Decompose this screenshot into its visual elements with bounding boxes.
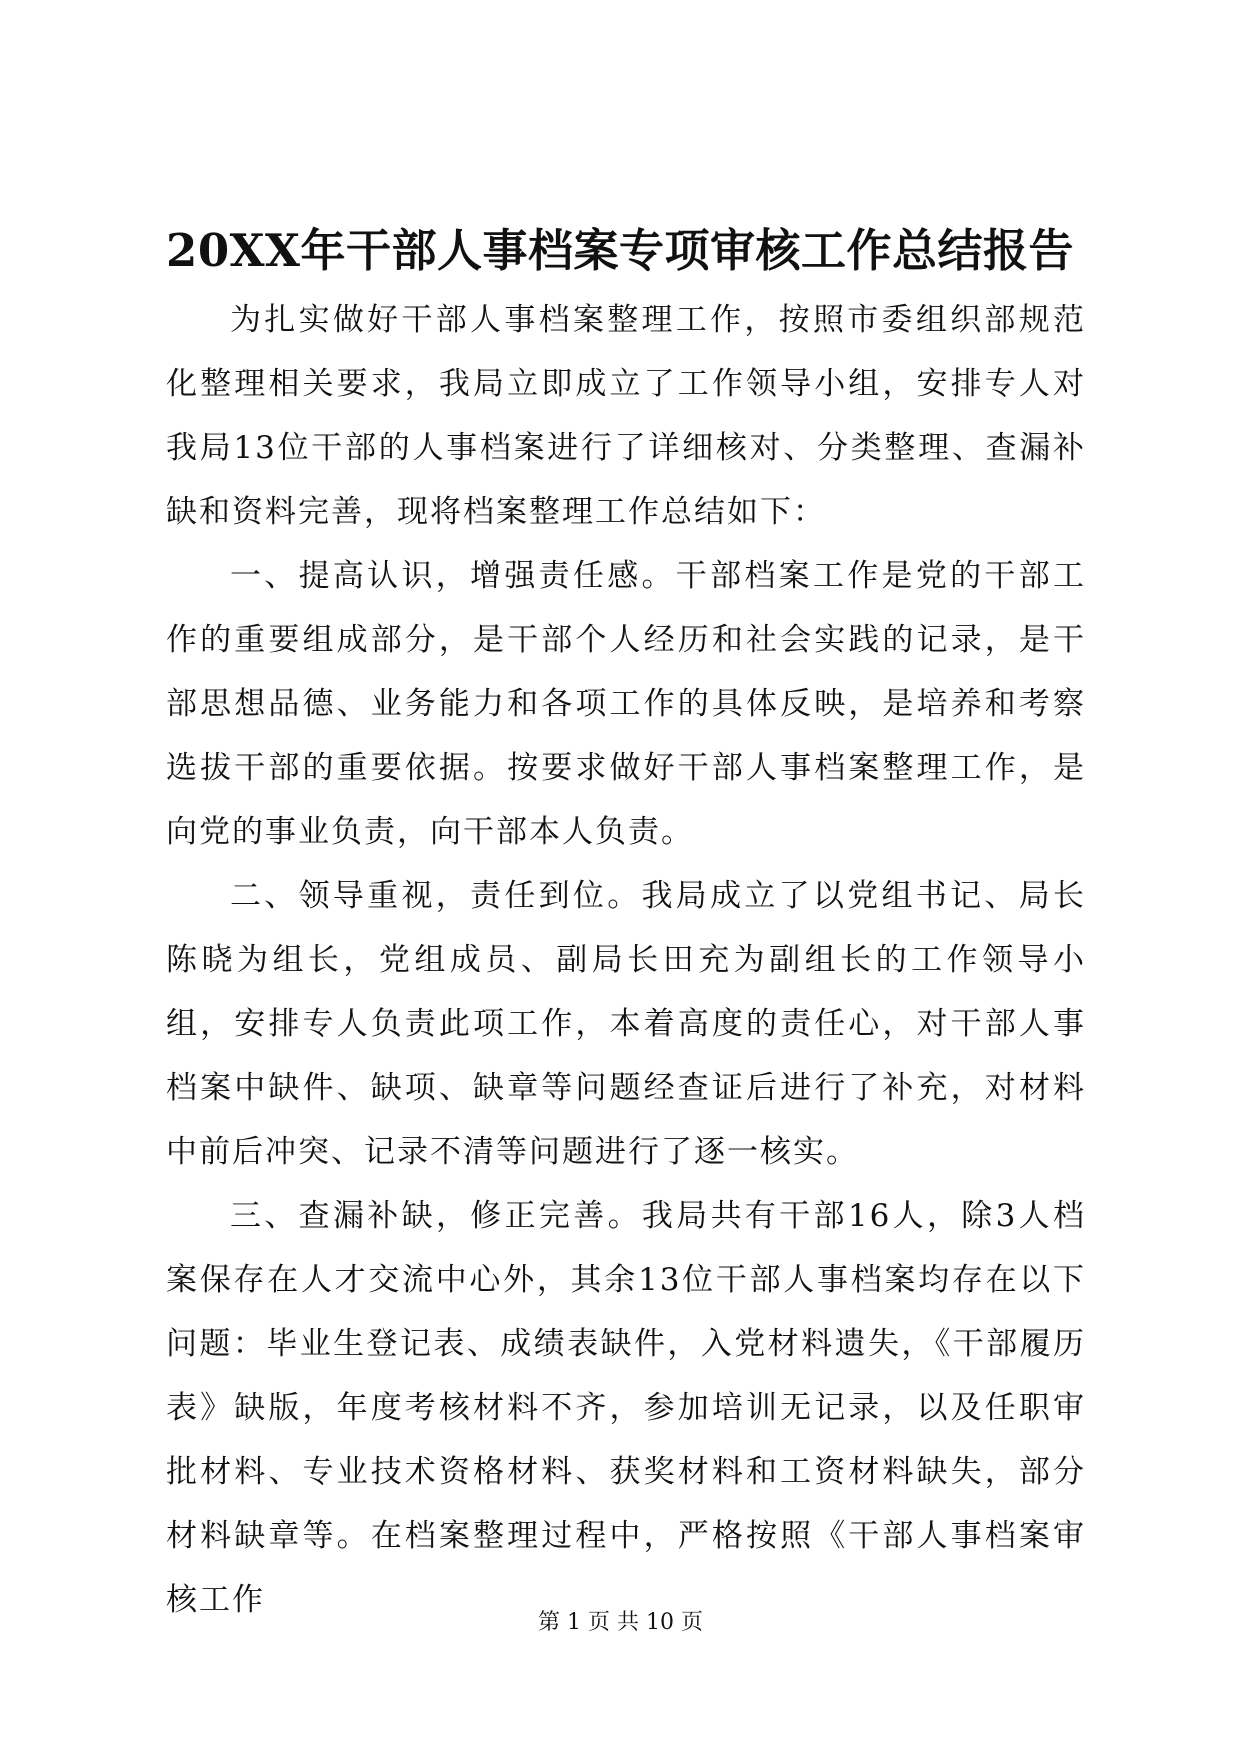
paragraph-section-1: 一、提高认识，增强责任感。干部档案工作是党的干部工作的重要组成部分，是干部个人经历和社会实践的记录，是干部思想品德、业务能力和各项工作的具体反映，是培养和考察选拔干部的重要依据。按要求做好干部人事档案整理工作，是向党的事业负责，向干部本人负责。 xyxy=(166,558,1086,850)
paragraph-section-2: 二、领导重视，责任到位。我局成立了以党组书记、局长陈晓为组长，党组成员、副局长田充为副组长的工作领导小组，安排专人负责此项工作，本着高度的责任心，对干部人事档案中缺件、缺项、缺章等问题经查证后进行了补充，对材料中前后冲突、记录不清等问题进行了逐一核实。 xyxy=(166,878,1086,1170)
paragraph-intro: 为扎实做好干部人事档案整理工作，按照市委组织部规范化整理相关要求，我局立即成立了工作领导小组，安排专人对我局13位干部的人事档案进行了详细核对、分类整理、查漏补缺和资料完善，现将档案整理工作总结如下： xyxy=(166,302,1086,530)
document-body xyxy=(166,288,1086,1632)
paragraph-section-3: 三、查漏补缺，修正完善。我局共有干部16人，除3人档案保存在人才交流中心外，其余13位干部人事档案均存在以下问题：毕业生登记表、成绩表缺件，入党材料遗失，《干部履历表》缺版，年度考核材料不齐，参加培训无记录，以及任职审批材料、专业技术资格材料、获奖材料和工资材料缺失，部分材料缺章等。在档案整理过程中，严格按照《干部人事档案审核工作 xyxy=(166,1198,1086,1618)
document-title: 20XX年干部人事档案专项审核工作总结报告 xyxy=(166,224,1074,277)
page-number-footer: 第 1 页 共 10 页 xyxy=(538,1610,703,1635)
